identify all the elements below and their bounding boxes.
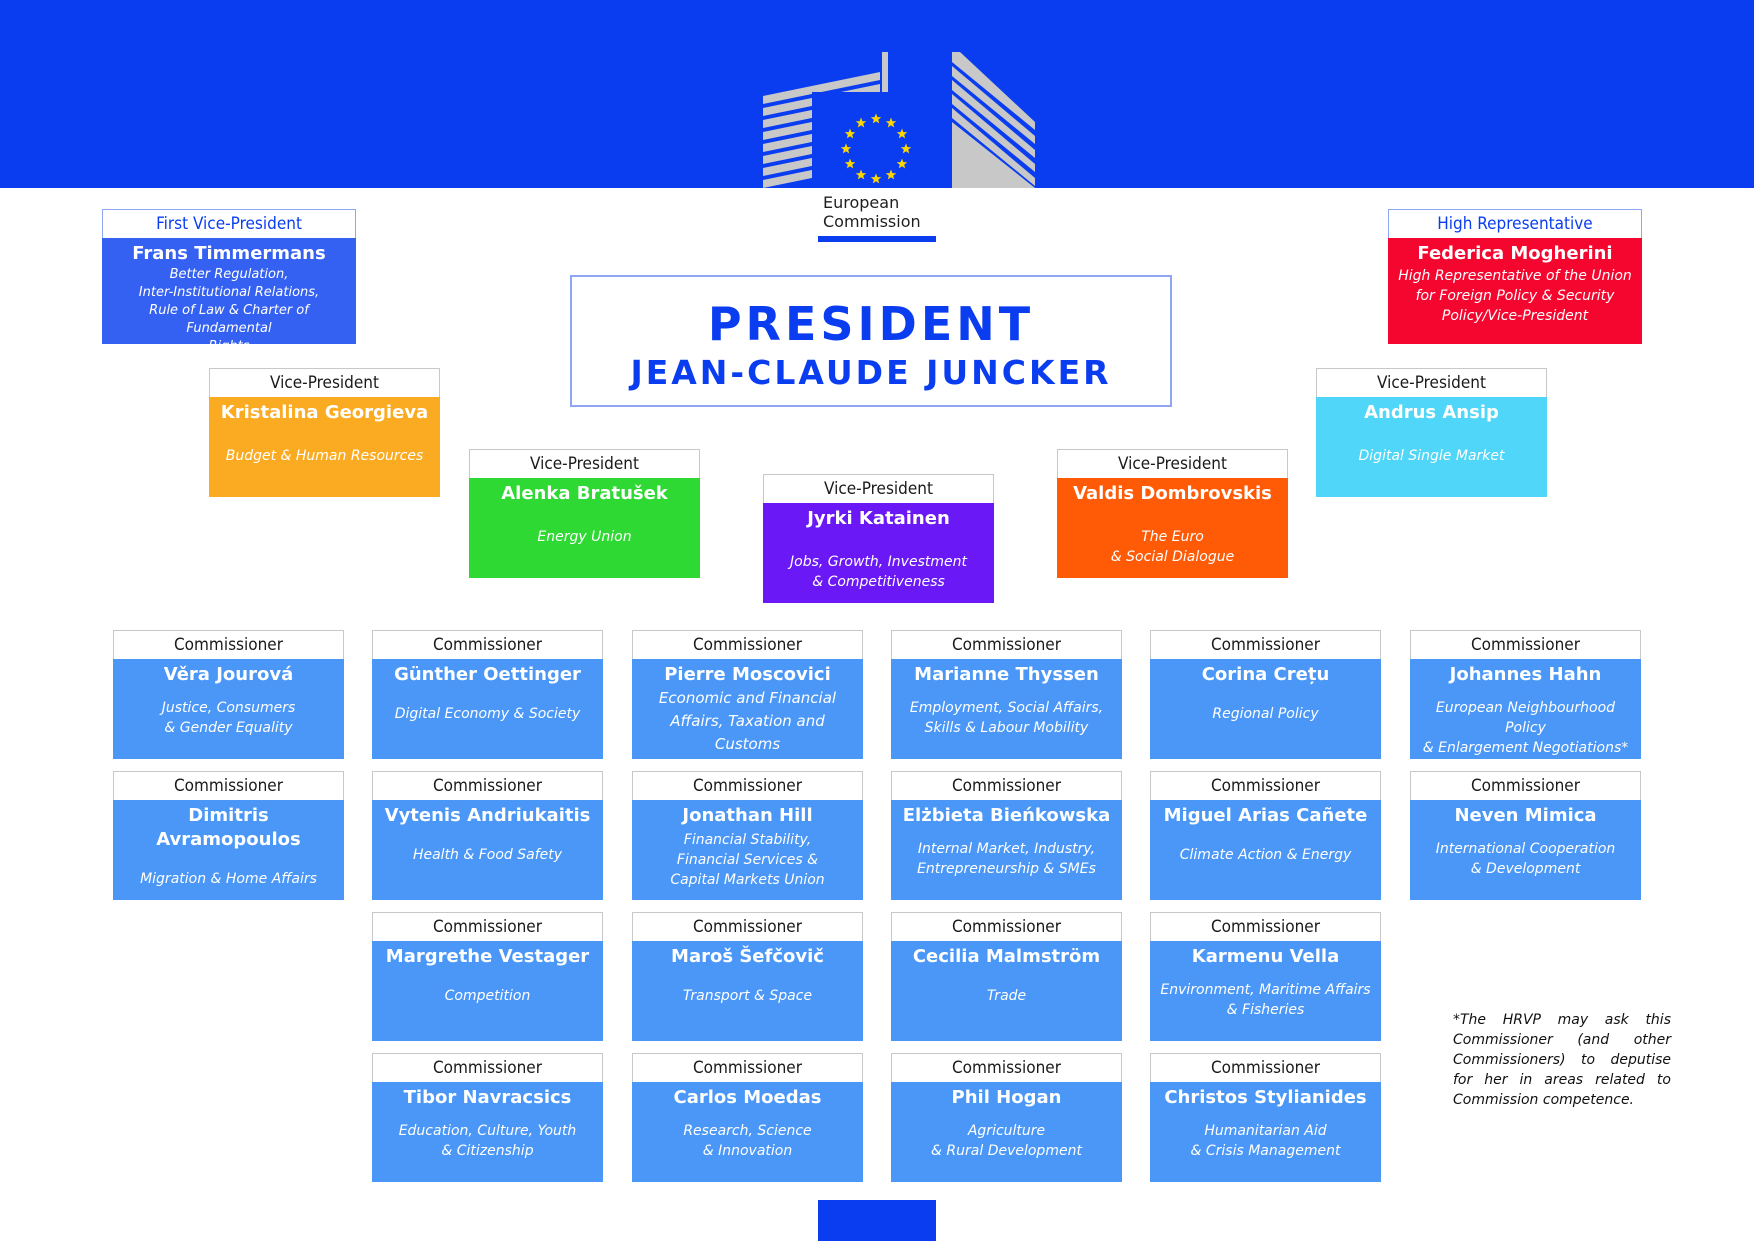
portfolio-line: & Rural Development — [931, 1143, 1082, 1159]
card-portfolio — [209, 446, 440, 466]
commissioner-card — [372, 1053, 603, 1182]
portfolio-line: The Euro — [1141, 529, 1204, 545]
card-portfolio — [891, 698, 1122, 738]
card-name: Dimitris Avramopoulos — [156, 805, 301, 850]
portfolio-line: Justice, Consumers — [161, 700, 296, 716]
portfolio-line: Health & Food Safety — [412, 847, 563, 863]
portfolio-line: Capital Markets Union — [670, 872, 825, 888]
card-name: Miguel Arias Cañete — [1163, 805, 1368, 826]
portfolio-line: Skills & Labour Mobility — [924, 720, 1089, 736]
portfolio-line: Humanitarian Aid — [1204, 1123, 1327, 1139]
card-portfolio — [632, 830, 863, 890]
commissioner-card — [891, 630, 1122, 759]
card-body — [1150, 941, 1381, 1041]
card-portfolio — [1150, 704, 1381, 724]
portfolio-line: & Fisheries — [1226, 1002, 1305, 1018]
card-body — [1410, 800, 1641, 900]
card-body — [372, 800, 603, 900]
vice-president-card — [209, 368, 440, 497]
commissioner-card — [1150, 771, 1381, 900]
card-name: Cecilia Malmström — [912, 946, 1101, 967]
logo-underline — [818, 236, 936, 242]
card-name: Pierre Moscovici — [664, 664, 831, 685]
card-role: Vice-President — [469, 449, 700, 478]
card-portfolio — [763, 552, 994, 592]
commissioner-card — [372, 771, 603, 900]
portfolio-line: & Gender Equality — [164, 720, 293, 736]
portfolio-line: Energy Union — [537, 529, 632, 545]
card-name: Corina Crețu — [1201, 664, 1330, 685]
commissioner-card — [891, 912, 1122, 1041]
card-role: Vice-President — [763, 474, 994, 503]
card-name: Marianne Thyssen — [914, 664, 1099, 685]
president-name: JEAN-CLAUDE JUNCKER — [630, 353, 1112, 392]
card-body — [113, 800, 344, 900]
portfolio-line: Jobs, Growth, Investment — [790, 554, 967, 570]
card-name: Margrethe Vestager — [385, 946, 590, 967]
card-role: Commissioner — [632, 912, 863, 941]
commissioner-card — [1150, 630, 1381, 759]
commissioner-card — [113, 771, 344, 900]
commissioner-card — [1150, 912, 1381, 1041]
card-body — [763, 503, 994, 603]
card-role: Commissioner — [891, 912, 1122, 941]
card-role: Commissioner — [1150, 771, 1381, 800]
card-role: Commissioner — [891, 630, 1122, 659]
portfolio-line: Education, Culture, Youth — [398, 1123, 577, 1139]
portfolio-line: Internal Market, Industry, — [917, 841, 1096, 857]
card-body — [372, 659, 603, 759]
card-portfolio — [1388, 266, 1642, 326]
card-role: Commissioner — [1150, 912, 1381, 941]
footer-block — [818, 1200, 936, 1241]
portfolio-line: Economic and Financial — [658, 689, 837, 707]
card-body — [891, 659, 1122, 759]
commissioner-card — [1410, 771, 1641, 900]
vice-president-card — [1316, 368, 1547, 497]
card-portfolio — [891, 1121, 1122, 1161]
card-portfolio — [632, 986, 863, 1006]
card-body — [632, 800, 863, 900]
commissioner-card — [372, 630, 603, 759]
portfolio-line: Competition — [444, 988, 531, 1004]
portfolio-line: Agriculture — [967, 1123, 1046, 1139]
card-body — [891, 1082, 1122, 1182]
card-name: Kristalina Georgieva — [220, 402, 429, 423]
card-portfolio — [102, 266, 356, 356]
card-portfolio — [1150, 1121, 1381, 1161]
card-role: Commissioner — [372, 630, 603, 659]
president-title: PRESIDENT — [707, 297, 1035, 351]
card-name: Andrus Ansip — [1364, 402, 1499, 423]
card-body — [891, 800, 1122, 900]
card-name: Phil Hogan — [951, 1087, 1062, 1108]
portfolio-line: Financial Services & — [676, 852, 819, 868]
card-body — [113, 659, 344, 759]
logo-line-1: European — [823, 193, 900, 212]
card-body — [632, 1082, 863, 1182]
card-role: Commissioner — [113, 630, 344, 659]
card-body — [209, 397, 440, 497]
card-role: Commissioner — [1410, 771, 1641, 800]
card-name: Valdis Dombrovskis — [1073, 483, 1272, 504]
card-name: Carlos Moedas — [673, 1087, 822, 1108]
portfolio-line: Customs — [714, 735, 781, 753]
portfolio-line: Inter-Institutional Relations, — [138, 285, 320, 300]
card-name: Maroš Šefčovič — [671, 946, 824, 967]
card-name: Federica Mogherini — [1417, 243, 1613, 264]
portfolio-line: & Enlargement Negotiations* — [1422, 740, 1629, 756]
portfolio-line: Policy/Vice-President — [1441, 308, 1589, 324]
portfolio-line: Transport & Space — [682, 988, 813, 1004]
portfolio-line: Better Regulation, — [169, 267, 289, 282]
card-body — [1388, 238, 1642, 344]
card-body — [1150, 1082, 1381, 1182]
card-portfolio — [1057, 527, 1288, 567]
card-portfolio — [469, 527, 700, 547]
card-name: Neven Mimica — [1454, 805, 1597, 826]
commissioner-card — [891, 771, 1122, 900]
card-portfolio — [1410, 698, 1641, 758]
portfolio-line: Digital Single Market — [1358, 448, 1505, 464]
card-role: Vice-President — [1316, 368, 1547, 397]
card-portfolio — [372, 845, 603, 865]
card-portfolio — [372, 986, 603, 1006]
commissioner-card — [632, 1053, 863, 1182]
commissioner-card — [632, 771, 863, 900]
card-role: High Representative — [1388, 209, 1642, 238]
portfolio-line: Regional Policy — [1212, 706, 1319, 722]
portfolio-line: International Cooperation — [1435, 841, 1616, 857]
card-role: Commissioner — [891, 1053, 1122, 1082]
card-name: Věra Jourová — [163, 664, 294, 685]
card-role: Commissioner — [372, 912, 603, 941]
card-role: Commissioner — [372, 771, 603, 800]
card-portfolio — [1150, 980, 1381, 1020]
card-body — [632, 941, 863, 1041]
card-name: Christos Stylianides — [1164, 1087, 1367, 1108]
card-role: Commissioner — [891, 771, 1122, 800]
portfolio-line: Digital Economy & Society — [394, 706, 581, 722]
vice-president-card — [1057, 449, 1288, 578]
card-body — [1150, 659, 1381, 759]
high-representative-card — [1388, 209, 1642, 344]
card-body — [1410, 659, 1641, 759]
portfolio-line: Budget & Human Resources — [225, 448, 424, 464]
commissioner-card — [372, 912, 603, 1041]
card-role: Commissioner — [1150, 630, 1381, 659]
portfolio-line: Rights — [208, 339, 250, 354]
card-name: Vytenis Andriukaitis — [384, 805, 591, 826]
footnote: *The HRVP may ask this Commissioner (and other Commissioners) to deputise for her in areas related to Commission competence. — [1453, 1012, 1671, 1108]
card-role: Commissioner — [372, 1053, 603, 1082]
card-body — [632, 659, 863, 759]
card-role: Commissioner — [632, 1053, 863, 1082]
portfolio-line: for Foreign Policy & Security — [1415, 288, 1615, 304]
card-role: Vice-President — [209, 368, 440, 397]
card-role: Commissioner — [632, 630, 863, 659]
portfolio-line: & Competitiveness — [812, 574, 945, 590]
card-name: Alenka Bratušek — [501, 483, 668, 504]
card-role: Commissioner — [632, 771, 863, 800]
card-role: First Vice-President — [102, 209, 356, 238]
commissioner-card — [632, 630, 863, 759]
card-name: Elżbieta Bieńkowska — [902, 805, 1111, 826]
portfolio-line: Affairs, Taxation and — [670, 712, 825, 730]
portfolio-line: Financial Stability, — [683, 832, 812, 848]
card-portfolio — [372, 1121, 603, 1161]
card-portfolio — [891, 839, 1122, 879]
portfolio-line: European Neighbourhood Policy — [1435, 700, 1616, 736]
card-portfolio — [891, 986, 1122, 1006]
card-role: Commissioner — [1410, 630, 1641, 659]
portfolio-line: Rule of Law & Charter of Fundamental — [149, 303, 309, 336]
card-role: Commissioner — [113, 771, 344, 800]
card-body — [469, 478, 700, 578]
card-name: Jyrki Katainen — [807, 508, 950, 529]
commissioner-card — [891, 1053, 1122, 1182]
card-body — [102, 238, 356, 354]
portfolio-line: & Development — [1470, 861, 1581, 877]
card-portfolio — [632, 687, 863, 756]
portfolio-line: & Citizenship — [441, 1143, 534, 1159]
card-body — [372, 941, 603, 1041]
portfolio-line: Environment, Maritime Affairs — [1160, 982, 1371, 998]
card-body — [1057, 478, 1288, 578]
card-name: Günther Oettinger — [394, 664, 581, 685]
commissioner-card — [1150, 1053, 1381, 1182]
portfolio-line: Migration & Home Affairs — [140, 871, 317, 887]
card-portfolio — [113, 869, 344, 889]
vice-president-card — [763, 474, 994, 603]
card-name: Johannes Hahn — [1449, 664, 1602, 685]
portfolio-line: Trade — [986, 988, 1027, 1004]
portfolio-line: High Representative of the Union — [1398, 268, 1632, 284]
commissioner-card — [632, 912, 863, 1041]
logo-line-2: Commission — [823, 212, 921, 231]
card-name: Karmenu Vella — [1191, 946, 1340, 967]
portfolio-line: & Innovation — [702, 1143, 793, 1159]
portfolio-line: & Crisis Management — [1190, 1143, 1341, 1159]
card-name: Frans Timmermans — [132, 243, 326, 264]
card-portfolio — [632, 1121, 863, 1161]
card-role: Vice-President — [1057, 449, 1288, 478]
commissioner-card — [113, 630, 344, 759]
card-portfolio — [1410, 839, 1641, 879]
card-name: Tibor Navracsics — [403, 1087, 572, 1108]
portfolio-line: Climate Action & Energy — [1179, 847, 1352, 863]
portfolio-line: & Social Dialogue — [1110, 549, 1235, 565]
card-name: Jonathan Hill — [682, 805, 813, 826]
card-portfolio — [1316, 446, 1547, 466]
card-portfolio — [1150, 845, 1381, 865]
vice-president-card — [469, 449, 700, 578]
card-body — [1150, 800, 1381, 900]
portfolio-line: Employment, Social Affairs, — [909, 700, 1104, 716]
first-vice-president-card — [102, 209, 356, 354]
portfolio-line: Entrepreneurship & SMEs — [917, 861, 1096, 877]
card-body — [1316, 397, 1547, 497]
commissioner-card — [1410, 630, 1641, 759]
card-role: Commissioner — [1150, 1053, 1381, 1082]
card-portfolio — [372, 704, 603, 724]
card-body — [891, 941, 1122, 1041]
portfolio-line: Research, Science — [683, 1123, 812, 1139]
card-body — [372, 1082, 603, 1182]
logo-wordmark — [823, 193, 921, 231]
president-box — [570, 275, 1172, 407]
card-portfolio — [113, 698, 344, 738]
